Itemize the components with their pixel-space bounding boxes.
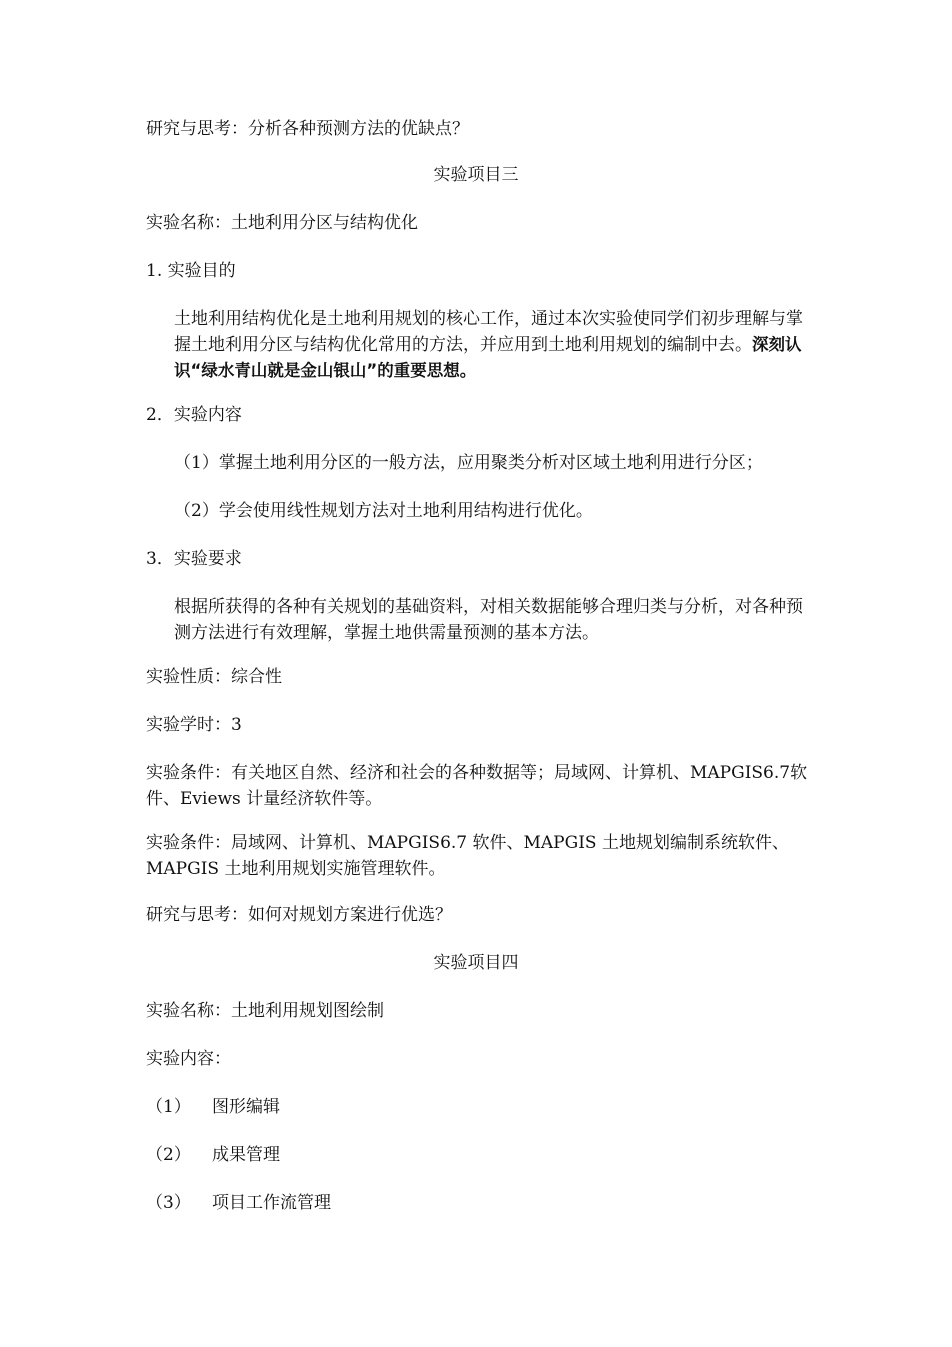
list-item-text: 图形编辑 xyxy=(212,1097,280,1117)
section1-body xyxy=(174,306,814,384)
list-item-number: （2） xyxy=(146,1145,191,1165)
experiment-nature: 实验性质：综合性 xyxy=(146,667,282,687)
list-item xyxy=(146,1094,816,1120)
section1-body-text: 土地利用结构优化是土地利用规划的核心工作，通过本次实验使同学们初步理解与掌握土地利用分区与结构优化常用的方法，并应用到土地利用规划的编制中去。 xyxy=(174,309,803,355)
experiment-conditions-1: 实验条件：有关地区自然、经济和社会的各种数据等；局域网、计算机、MAPGIS6.7软件、Eviews 计量经济软件等。 xyxy=(146,763,808,809)
section2-heading: 2．实验内容 xyxy=(146,405,242,425)
section3-heading: 3．实验要求 xyxy=(146,549,242,569)
experiment-conditions-2: 实验条件：局域网、计算机、MAPGIS6.7 软件、MAPGIS 土地规划编制系统软件、MAPGIS 土地利用规划实施管理软件。 xyxy=(146,833,789,879)
list-item-number: （3） xyxy=(146,1193,191,1213)
list-item-text: 成果管理 xyxy=(212,1145,280,1165)
research-question-2: 研究与思考：分析各种预测方法的优缺点？ xyxy=(146,119,469,139)
experiment-hours: 实验学时：3 xyxy=(146,715,242,735)
project4-name: 实验名称：土地利用规划图绘制 xyxy=(146,1001,384,1021)
project4-title: 实验项目四 xyxy=(433,953,519,973)
section1-heading: 1. 实验目的 xyxy=(146,261,236,281)
section2-item1: （1）掌握土地利用分区的一般方法，应用聚类分析对区域土地利用进行分区； xyxy=(174,453,763,473)
research-question-3: 研究与思考：如何对规划方案进行优选？ xyxy=(146,905,452,925)
project3-name: 实验名称：土地利用分区与结构优化 xyxy=(146,213,418,233)
section1-body-bold: 深刻认识“绿水青山就是金山银山”的重要思想。 xyxy=(174,335,802,380)
section3-body: 根据所获得的各种有关规划的基础资料，对相关数据能够合理归类与分析，对各种预测方法进行有效理解，掌握土地供需量预测的基本方法。 xyxy=(174,597,803,643)
list-item-text: 项目工作流管理 xyxy=(212,1193,331,1213)
section2-item2: （2）学会使用线性规划方法对土地利用结构进行优化。 xyxy=(174,501,593,521)
list-item xyxy=(146,1142,816,1168)
list-item xyxy=(146,1190,816,1216)
project3-title: 实验项目三 xyxy=(433,165,519,185)
project4-content-label: 实验内容： xyxy=(146,1049,231,1069)
list-item-number: （1） xyxy=(146,1097,191,1117)
